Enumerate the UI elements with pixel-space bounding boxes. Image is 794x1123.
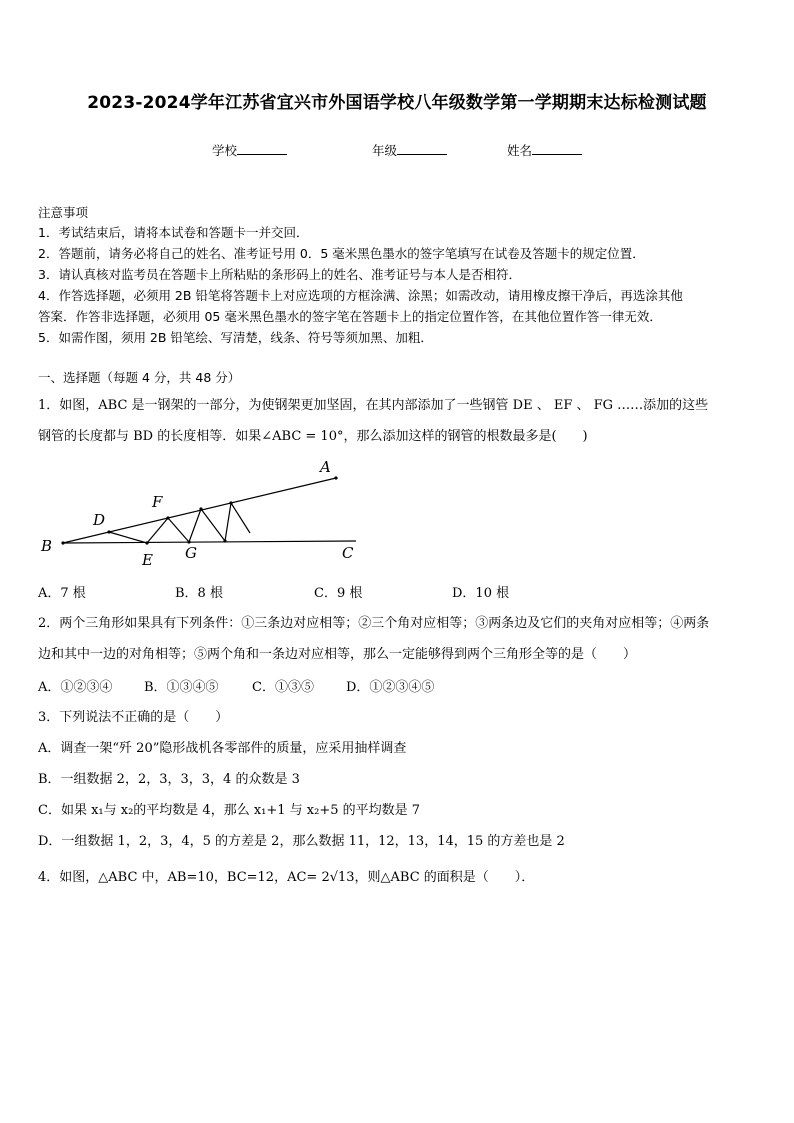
steel-6 [225,503,231,541]
point-p6 [223,539,226,542]
note-item: 3．请认真核对监考员在答题卡上所粘贴的条形码上的姓名、准考证号与本人是否相符． [38,267,521,282]
q2-stem-line1: 2．两个三角形如果具有下列条件：①三条边对应相等；②三个角对应相等；③两条边及它们的夹角对应相等；④两条 [38,616,710,631]
q1-option-b[interactable]: B．8 根 [175,586,223,601]
q2-option-d[interactable]: D．①②③④⑤ [346,680,435,695]
q3-option-a[interactable]: A．调查一架“歼 20”隐形战机各零部件的质量，应采用抽样调查 [38,741,407,756]
point-p5 [199,507,202,510]
steel-7 [231,503,250,533]
school-field [212,141,287,159]
note-item: 5．如需作图，须用 2B 铅笔绘、写清楚，线条、符号等须加黑、加粗． [38,330,433,345]
note-item: 1．考试结束后，请将本试卷和答题卡一并交回． [38,225,309,240]
label-B: B [41,537,53,555]
q3-option-c[interactable]: C．如果 x₁与 x₂的平均数是 4，那么 x₁+1 与 x₂+5 的平均数是 7 [38,803,421,818]
q1-figure [36,456,376,574]
label-D: D [93,511,106,529]
steel-DE [109,532,147,543]
grade-field [372,141,447,159]
q3-stem: 3．下列说法不正确的是（ ） [38,710,229,725]
school-label: 学校 [212,143,238,158]
name-blank [532,142,582,155]
point-A [334,476,337,479]
page-title: 2023-2024学年江苏省宜兴市外国语学校八年级数学第一学期期末达标检测试题 [87,93,707,113]
note-item: 2．答题前，请务必将自己的姓名、准考证号用 0．5 毫米黑色墨水的签字笔填写在试卷及答题卡的规定位置． [38,246,645,261]
q1-option-d[interactable]: D．10 根 [452,586,510,601]
name-label: 姓名 [507,143,533,158]
note-item: 答案．作答非选择题，必须用 05 毫米黑色墨水的签字笔在答题卡上的指定位置作答，在其他位置作答一律无效． [38,309,662,324]
label-G: G [185,544,197,562]
q4-stem: 4．如图，△ABC 中，AB=10，BC=12，AC= 2√13，则△ABC 的面积是（ ）． [38,870,535,885]
name-field [507,141,582,159]
q3-option-d[interactable]: D．一组数据 1，2，3，4，5 的方差是 2，那么数据 11，12，13，14，15 的方差也是 2 [38,834,565,849]
label-C: C [342,544,354,562]
point-F [166,516,169,519]
q3-option-b[interactable]: B．一组数据 2，2，3，3，3，4 的众数是 3 [38,772,300,787]
q1-option-c[interactable]: C．9 根 [314,586,363,601]
q2-option-a[interactable]: A．①②③④ [38,680,113,695]
q1-stem-line1: 1．如图，ABC 是一钢架的一部分，为使钢架更加坚固，在其内部添加了一些钢管 DE 、 EF 、 FG ……添加的这些 [38,398,709,413]
section-heading-choice: 一、选择题（每题 4 分，共 48 分） [38,370,241,385]
point-E [145,541,148,544]
notes-heading: 注意事项 [38,205,89,220]
label-E: E [142,551,153,569]
label-F: F [152,493,163,511]
point-p7 [229,501,232,504]
point-D [107,530,110,533]
q2-stem-line2: 边和其中一边的对角相等；⑤两个角和一条边对应相等，那么一定能够得到两个三角形全等的是（ ） [38,647,637,662]
steel-FG [168,518,189,542]
point-B [61,541,64,544]
segment-BC [63,541,356,543]
school-blank [237,142,287,155]
note-item: 4．作答选择题，必须用 2B 铅笔将答题卡上对应选项的方框涂满、涂黑；如需改动，请用橡皮擦干净后，再选涂其他 [38,288,683,303]
notes-list [38,222,758,348]
label-A: A [320,458,331,476]
q2-option-b[interactable]: B．①③④⑤ [144,680,219,695]
grade-label: 年级 [372,143,398,158]
question-2 [38,608,760,670]
grade-blank [397,142,447,155]
steel-4 [189,509,201,542]
question-1 [38,390,760,452]
q1-option-a[interactable]: A．7 根 [38,586,86,601]
q1-stem-line2: 钢管的长度都与 BD 的长度相等．如果∠ABC = 10°，那么添加这样的钢管的根数最多是( ) [38,429,588,444]
q2-option-c[interactable]: C．①③⑤ [252,680,314,695]
steel-5 [201,509,225,541]
